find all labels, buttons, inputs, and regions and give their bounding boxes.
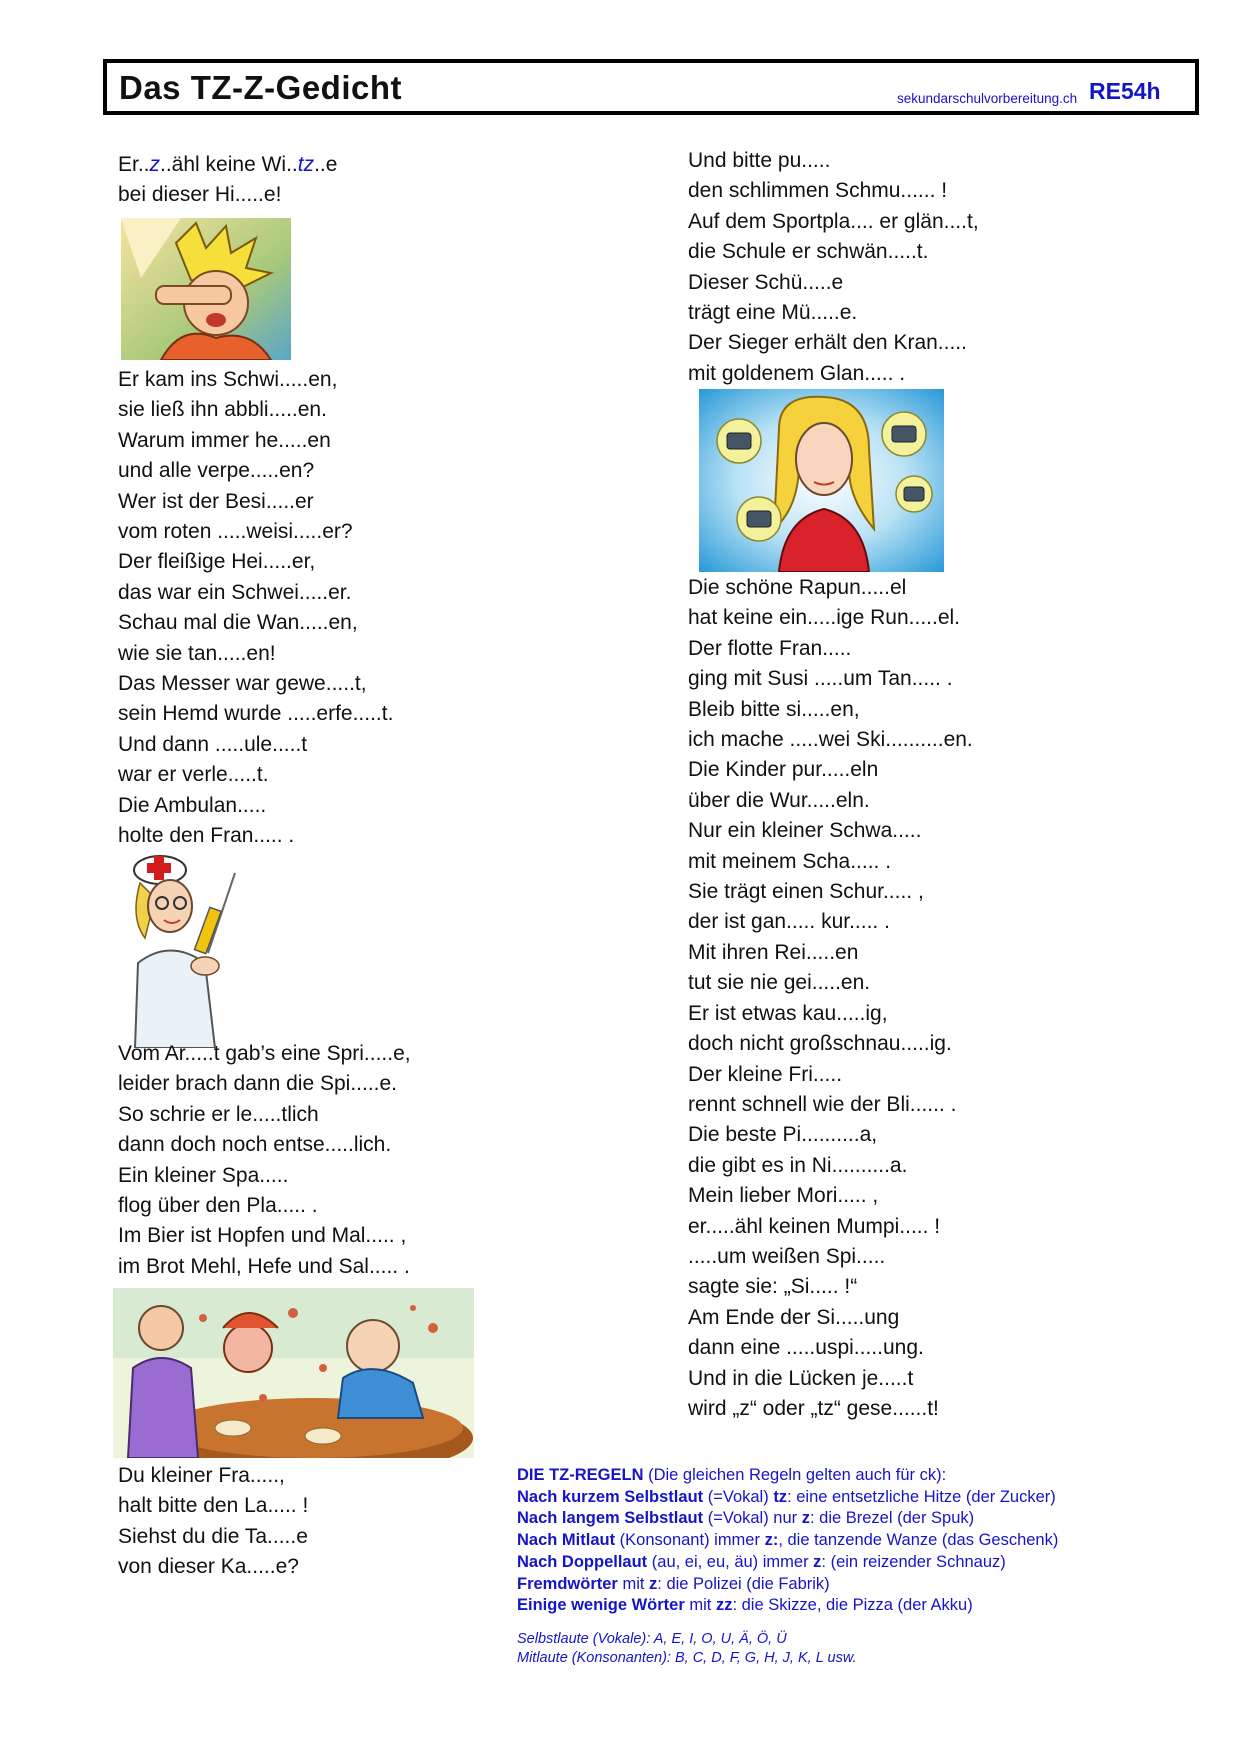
poem-line: Wer ist der Besi.....er: [118, 489, 314, 513]
rule-text: mit: [617, 1574, 650, 1593]
poem-line: Ein kleiner Spa.....: [118, 1163, 289, 1187]
example-line: Er..z..ähl keine Wi..tz..e: [118, 153, 338, 176]
rule-keyword: z: [649, 1574, 658, 1593]
nurse-with-syringe-illustration: [120, 848, 255, 1048]
poem-line: Mein lieber Mori..... ,: [688, 1184, 879, 1208]
rule-keyword: z: [801, 1509, 810, 1528]
poem-line: die Schule er schwän.....t.: [688, 240, 929, 264]
answer-tz: tz: [297, 153, 315, 176]
poem-line: der ist gan..... kur..... .: [688, 910, 890, 934]
poem-line: So schrie er le.....tlich: [118, 1102, 319, 1126]
rule-text: (Die gleichen Regeln gelten auch für ck):: [643, 1466, 947, 1484]
rule-keyword: DIE TZ-REGELN: [517, 1466, 644, 1484]
poem-line: vom roten .....weisi.....er?: [118, 520, 353, 544]
site-name: sekundarschulvorbereitung.ch: [897, 91, 1078, 106]
sweating-boy-illustration: [121, 218, 291, 360]
rule-text: : die Skizze, die Pizza (der Akku): [732, 1596, 973, 1615]
poem-line: wird „z“ oder „tz“ gese......t!: [688, 1396, 939, 1420]
vowel-consonant-notes: [517, 1630, 857, 1668]
poem-line: Und dann .....ule.....t: [118, 732, 308, 756]
poem-line: von dieser Ka.....e?: [118, 1555, 299, 1579]
note-line: Mitlaute (Konsonanten): B, C, D, F, G, H, J, K, L usw.: [517, 1650, 857, 1666]
note-line: Selbstlaute (Vokale): A, E, I, O, U, Ä, Ö, Ü: [517, 1631, 787, 1647]
poem-line: ich mache .....wei Ski..........en.: [688, 728, 973, 752]
poem-line: Warum immer he.....en: [118, 428, 331, 452]
poem-line: Er ist etwas kau.....ig,: [688, 1001, 888, 1025]
poem-line: leider brach dann die Spi.....e.: [118, 1072, 398, 1096]
poem-line: im Brot Mehl, Hefe und Sal..... .: [118, 1254, 410, 1278]
rule-keyword: Einige wenige Wörter: [517, 1596, 685, 1615]
rule-text: mit: [684, 1596, 716, 1615]
poem-line: Die Kinder pur.....eln: [688, 758, 879, 782]
poem-line: Und bitte pu.....: [688, 149, 831, 172]
rule-text: : die Polizei (die Fabrik): [657, 1574, 830, 1593]
girl-with-cameras-illustration: [699, 389, 944, 572]
poem-line: sein Hemd wurde .....erfe.....t.: [118, 702, 394, 726]
kitchen-chaos-illustration: [113, 1288, 474, 1458]
rule-text: : (ein reizender Schnauz): [821, 1552, 1006, 1571]
poem-line: tut sie nie gei.....en.: [688, 971, 871, 995]
poem-block-4: [688, 146, 979, 389]
poem-line: das war ein Schwei.....er.: [118, 580, 352, 604]
poem-line: mit meinem Scha..... .: [688, 849, 892, 873]
poem-block-3: [118, 1461, 308, 1583]
poem-line: Im Bier ist Hopfen und Mal..... ,: [118, 1224, 407, 1248]
rule-text: : eine entsetzliche Hitze (der Zucker): [787, 1487, 1056, 1506]
rule-keyword: z:: [764, 1531, 779, 1550]
poem-line: dann eine .....uspi.....ung.: [688, 1336, 924, 1360]
poem-line: Er kam ins Schwi.....en,: [118, 368, 338, 391]
rule-text: (=Vokal): [703, 1487, 774, 1506]
poem-line: Bleib bitte si.....en,: [688, 697, 860, 721]
poem-line: Die beste Pi..........a,: [688, 1123, 878, 1147]
poem-line: holte den Fran..... .: [118, 824, 295, 848]
poem-line: ging mit Susi .....um Tan..... .: [688, 667, 953, 691]
poem-line: bei dieser Hi.....e!: [118, 183, 282, 207]
poem-line: Schau mal die Wan.....en,: [118, 611, 358, 635]
poem-block-2: [118, 1039, 411, 1282]
rule-text: : die Brezel (der Spuk): [809, 1509, 975, 1528]
poem-block-5: [688, 573, 973, 1424]
rule-keyword: tz: [773, 1487, 788, 1506]
poem-line: doch nicht großschnau.....ig.: [688, 1032, 952, 1056]
poem-line: flog über den Pla..... .: [118, 1194, 318, 1218]
rule-keyword: zz: [715, 1596, 733, 1615]
rule-line: [517, 1530, 1058, 1552]
poem-line: Mit ihren Rei.....en: [688, 940, 859, 964]
rule-text: (Konsonant) immer: [615, 1531, 765, 1550]
poem-line: Dieser Schü.....e: [688, 270, 844, 294]
poem-line: mit goldenem Glan..... .: [688, 361, 906, 385]
rule-text: (=Vokal) nur: [703, 1509, 802, 1528]
poem-line: Der flotte Fran.....: [688, 636, 852, 660]
rule-text: , die tanzende Wanze (das Geschenk): [778, 1531, 1059, 1550]
poem-line: Der kleine Fri.....: [688, 1062, 843, 1086]
example-line-block: [118, 150, 337, 211]
poem-line: Der Sieger erhält den Kran.....: [688, 331, 967, 355]
poem-line: Der fleißige Hei.....er,: [118, 550, 316, 574]
rule-keyword: Nach langem Selbstlaut: [517, 1509, 704, 1528]
rule-line: [517, 1595, 1058, 1617]
rule-keyword: Nach Doppellaut: [517, 1552, 648, 1571]
rule-line: [517, 1552, 1058, 1574]
poem-line: die gibt es in Ni..........a.: [688, 1153, 908, 1177]
poem-line: wie sie tan.....en!: [118, 641, 276, 665]
poem-line: trägt eine Mü.....e.: [688, 301, 858, 325]
header-box: [103, 59, 1199, 115]
poem-block-1: [118, 365, 393, 852]
poem-line: er.....ähl keinen Mumpi..... !: [688, 1214, 941, 1238]
rule-line: [517, 1487, 1058, 1509]
rule-keyword: Fremdwörter: [517, 1574, 618, 1593]
rule-text: (au, ei, eu, äu) immer: [647, 1552, 814, 1571]
poem-line: Und in die Lücken je.....t: [688, 1366, 914, 1390]
poem-line: hat keine ein.....ige Run.....el.: [688, 606, 960, 630]
poem-line: Das Messer war gewe.....t,: [118, 672, 367, 696]
poem-line: .....um weißen Spi.....: [688, 1244, 886, 1268]
rule-line: [517, 1574, 1058, 1596]
poem-line: halt bitte den La..... !: [118, 1494, 309, 1518]
rule-line: [517, 1508, 1058, 1530]
answer-z: z: [149, 153, 161, 176]
poem-line: Du kleiner Fra.....,: [118, 1464, 285, 1487]
poem-line: rennt schnell wie der Bli...... .: [688, 1092, 957, 1116]
page-title: Das TZ-Z-Gedicht: [119, 69, 403, 106]
tz-rules: [517, 1465, 1058, 1617]
intro-lines: [118, 180, 337, 210]
rule-keyword: z: [813, 1552, 822, 1571]
poem-line: Sie trägt einen Schur..... ,: [688, 880, 924, 904]
rule-keyword: Nach kurzem Selbstlaut: [517, 1487, 704, 1506]
poem-line: und alle verpe.....en?: [118, 459, 315, 483]
poem-line: Auf dem Sportpla.... er glän....t,: [688, 209, 979, 233]
worksheet-code: RE54h: [1089, 78, 1161, 104]
poem-line: Vom Ar.....t gab’s eine Spri.....e,: [118, 1042, 411, 1065]
poem-line: dann doch noch entse.....lich.: [118, 1133, 392, 1157]
poem-line: Die schöne Rapun.....el: [688, 576, 907, 599]
poem-line: war er verle.....t.: [118, 763, 269, 787]
poem-line: sie ließ ihn abbli.....en.: [118, 398, 327, 422]
poem-line: Nur ein kleiner Schwa.....: [688, 819, 922, 843]
poem-line: Die Ambulan.....: [118, 793, 267, 817]
rule-keyword: Nach Mitlaut: [517, 1531, 616, 1550]
rule-line: [517, 1465, 1058, 1487]
poem-line: Am Ende der Si.....ung: [688, 1305, 900, 1329]
poem-line: den schlimmen Schmu...... !: [688, 179, 948, 203]
poem-line: über die Wur.....eln.: [688, 788, 870, 812]
poem-line: sagte sie: „Si..... !“: [688, 1275, 858, 1299]
poem-line: Siehst du die Ta.....e: [118, 1524, 308, 1548]
